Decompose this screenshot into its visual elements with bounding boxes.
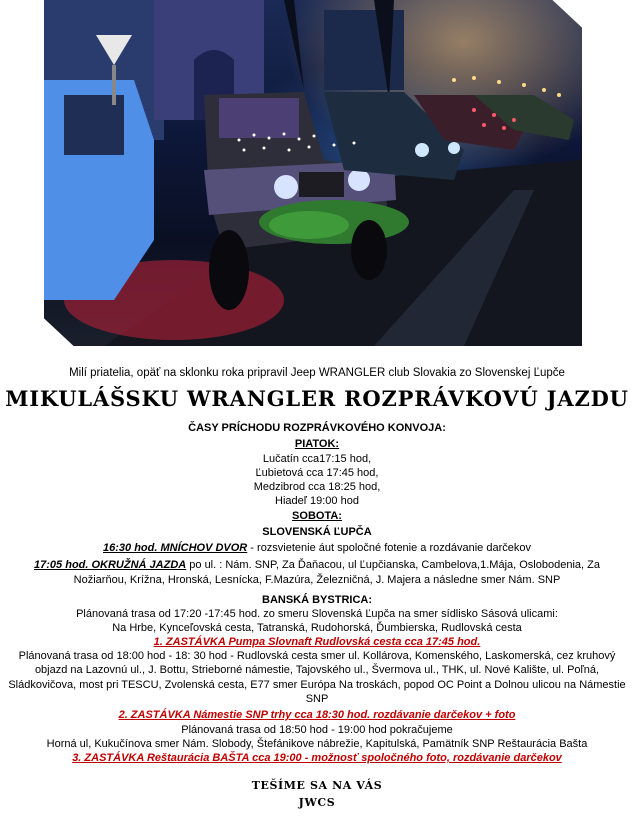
mnichov-dvor-line [0,541,634,556]
friday-stop-hiadel: Hiadeľ 19:00 hod [275,495,359,507]
route-2-line-1: Plánovaná trasa od 18:50 hod - 19:00 hod pokračujeme [181,724,453,736]
intro-text: Milí priatelia, opäť na sklonku roka pripravil Jeep WRANGLER club Slovakia zo Slovenskej Ľupče [69,367,565,379]
okruzna-jazda-line [0,558,634,573]
stop-3-heading: 3. ZASTÁVKA Reštaurácia BAŠTA cca 19:00 - možnosť spoločného foto, rozdávanie darčekov [72,752,562,764]
stop-1-heading: 1. ZASTÁVKA Pumpa Slovnaft Rudlovská cesta cca 17:45 hod. [153,636,481,648]
bb-plan-line-2: Na Hrbe, Kynceľovská cesta, Tatranská, Rudohorská, Ďumbierska, Rudlovská cesta [112,622,522,634]
friday-stop-lubietova: Ľubietová cca 17:45 hod, [255,467,379,479]
bb-plan-line-1: Plánovaná trasa od 17:20 -17:45 hod. zo smeru Slovenská Ľupča na smer sídlisko Sásová ulicami: [76,608,558,620]
photo-illustration [44,0,582,346]
stop-2-heading: 2. ZASTÁVKA Námestie SNP trhy cca 18:30 hod. rozdávanie darčekov + foto [118,709,516,721]
friday-stop-lucatin: Lučatín cca17:15 hod, [262,453,372,465]
headline: MIKULÁŠSKU WRANGLER ROZPRÁVKOVÚ JAZDU [5,386,629,411]
saturday-label: SOBOTA: [292,510,342,522]
mnichov-dvor-heading: 16:30 hod. MNÍCHOV DVOR [103,542,248,554]
banska-bystrica-label: BANSKÁ BYSTRICA: [262,594,372,606]
route-1-line-1: Plánovaná trasa od 18:00 hod - 18: 30 hod - Rudlovská cesta smer ul. Kollárova, Komenského, Laskomerská, cez kruhový [18,650,616,662]
friday-label: PIATOK: [294,438,340,450]
route-2-line-2: Horná ul, Kukučínova smer Nám. Slobody, Štefánikove nábrežie, Kapitulská, Pamätník SNP Reštaurácia Bašta [46,738,588,750]
times-title: ČASY PRÍCHODU ROZPRÁVKOVÉHO KONVOJA: [188,422,446,434]
footer-greeting: TEŠÍME SA NA VÁS [251,779,383,792]
mnichov-dvor-text: - rozsvietenie áut spoločné fotenie a rozdávanie darčekov [247,542,531,554]
jeep-convoy-photo [44,0,582,346]
route-1-line-3: Sládkovičova, most pri TESCU, Zvolenská cesta, E77 smer Európa Na troskách, popod OC Point a Dolnou ulicou na Námestie [8,679,626,691]
route-1-line-2: objazd na Lazovnú ul., J. Bottu, Strieborné námestie, Tajovského ul., Švermova ul., THK, ul. Nové Kalište, ul. Poľná, [34,664,600,676]
footer-signature: JWCS [298,796,336,809]
okruzna-jazda-streets: Nožiarňou, Krížna, Hronská, Lesnícka, F.Mazúra, Železničná, J. Majera a následne smer Nám. SNP [73,574,561,586]
okruzna-jazda-heading: 17:05 hod. OKRUŽNÁ JAZDA [34,559,187,571]
event-photo [44,0,582,346]
route-1-line-4: SNP [305,693,329,705]
okruzna-jazda-text: po ul. : Nám. SNP, Za Ďaňacou, ul Ľupčianska, Cambelova,1.Mája, Oslobodenia, Za [186,559,600,571]
saturday-location: SLOVENSKÁ ĽUPČA [262,526,372,538]
friday-stop-medzibrod: Medzibrod cca 18:25 hod, [253,481,381,493]
